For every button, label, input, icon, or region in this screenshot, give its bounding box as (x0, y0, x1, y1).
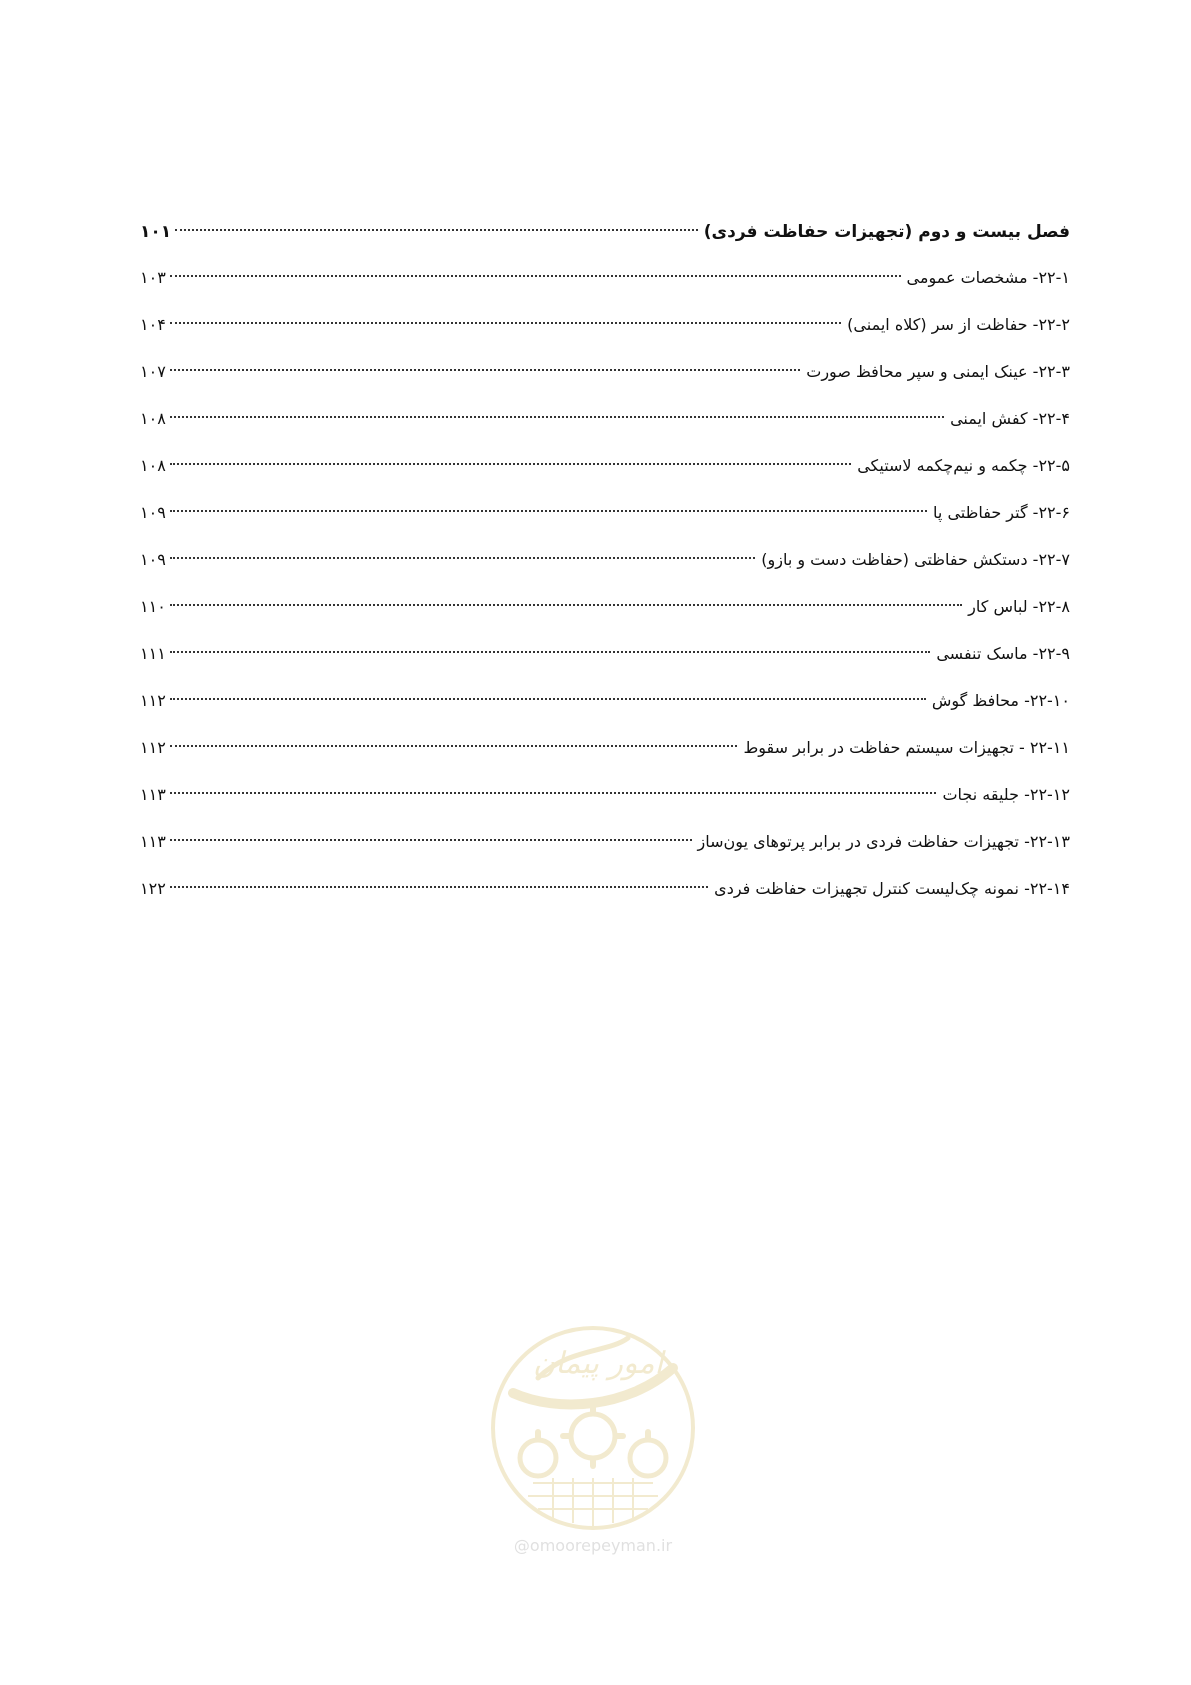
toc-entry-page: ۱۲۲ (140, 879, 166, 898)
toc-entry[interactable] (140, 583, 1070, 630)
toc-leader-dots (170, 884, 708, 888)
toc-entry-page: ۱۱۲ (140, 691, 166, 710)
watermark-logo-text: امور پیمان (533, 1346, 663, 1381)
toc-leader-dots (175, 227, 698, 231)
toc-entry-title: ۲۲-۱۳- تجهیزات حفاظت فردی در برابر پرتوهای یون‌ساز (697, 832, 1070, 851)
toc-entry-page: ۱۱۳ (140, 785, 166, 804)
toc-entry[interactable] (140, 677, 1070, 724)
toc-entry[interactable] (140, 818, 1070, 865)
toc-items-list (140, 254, 1070, 912)
toc-entry[interactable] (140, 771, 1070, 818)
toc-entry[interactable] (140, 442, 1070, 489)
toc-leader-dots (170, 837, 692, 841)
toc-entry-page: ۱۰۸ (140, 456, 166, 475)
toc-entry-title: ۲۲-۴- کفش ایمنی (950, 409, 1070, 428)
toc-entry-page: ۱۱۰ (140, 597, 166, 616)
toc-entry-title: ۲۲-۱۰- محافظ گوش (931, 691, 1070, 710)
toc-entry-title: ۲۲-۶- گتر حفاظتی پا (933, 503, 1070, 522)
toc-entry-page: ۱۱۱ (140, 644, 166, 663)
toc-leader-dots (170, 273, 901, 277)
toc-entry[interactable] (140, 489, 1070, 536)
toc-leader-dots (170, 602, 962, 606)
toc-entry-title: ۲۲-۷- دستکش حفاظتی (حفاظت دست و بازو) (761, 550, 1070, 569)
toc-entry-page: ۱۰۷ (140, 362, 166, 381)
toc-chapter-entry[interactable] (140, 210, 1070, 254)
toc-entry[interactable] (140, 630, 1070, 677)
toc-entry-title: ۲۲-۸- لباس کار (968, 597, 1070, 616)
toc-leader-dots (170, 320, 841, 324)
toc-leader-dots (170, 414, 944, 418)
toc-entry[interactable] (140, 536, 1070, 583)
watermark-url: @omoorepeyman.ir (513, 1536, 673, 1555)
toc-entry-page: ۱۰۸ (140, 409, 166, 428)
toc-entry[interactable] (140, 865, 1070, 912)
toc-entry-page: ۱۰۴ (140, 315, 166, 334)
toc-leader-dots (170, 649, 931, 653)
toc-entry-title: ۲۲-۹- ماسک تنفسی (936, 644, 1070, 663)
toc-entry[interactable] (140, 301, 1070, 348)
toc-entry[interactable] (140, 348, 1070, 395)
toc-chapter-page: ۱۰۱ (140, 222, 172, 242)
toc-entry-page: ۱۰۳ (140, 268, 166, 287)
toc-entry-title: ۲۲-۲- حفاظت از سر (کلاه ایمنی) (847, 315, 1070, 334)
toc-entry-title: ۲۲-۳- عینک ایمنی و سپر محافظ صورت (806, 362, 1070, 381)
toc-entry[interactable] (140, 724, 1070, 771)
toc-entry[interactable] (140, 395, 1070, 442)
toc-chapter-title: فصل بیست و دوم (تجهیزات حفاظت فردی) (703, 222, 1070, 242)
toc-leader-dots (170, 555, 755, 559)
toc-leader-dots (170, 367, 800, 371)
watermark (478, 1318, 708, 1608)
toc-entry-title: ۲۲-۱۲- جلیقه نجات (942, 785, 1070, 804)
table-of-contents (140, 210, 1070, 912)
toc-leader-dots (170, 508, 927, 512)
toc-leader-dots (170, 790, 937, 794)
toc-entry-title: ۲۲-۱۴- نمونه چک‌لیست کنترل تجهیزات حفاظت فردی (714, 879, 1070, 898)
toc-entry-title: ۲۲-۱- مشخصات عمومی (906, 268, 1070, 287)
toc-leader-dots (170, 743, 738, 747)
toc-entry-title: ۲۲-۱۱ - تجهیزات سیستم حفاظت در برابر سقوط (743, 738, 1070, 757)
toc-entry-title: ۲۲-۵- چکمه و نیم‌چکمه لاستیکی (857, 456, 1070, 475)
gears-seal-logo-icon (478, 1318, 708, 1538)
toc-entry-page: ۱۰۹ (140, 550, 166, 569)
toc-entry-page: ۱۰۹ (140, 503, 166, 522)
toc-entry[interactable] (140, 254, 1070, 301)
toc-leader-dots (170, 696, 926, 700)
toc-leader-dots (170, 461, 851, 465)
toc-entry-page: ۱۱۳ (140, 832, 166, 851)
toc-entry-page: ۱۱۲ (140, 738, 166, 757)
